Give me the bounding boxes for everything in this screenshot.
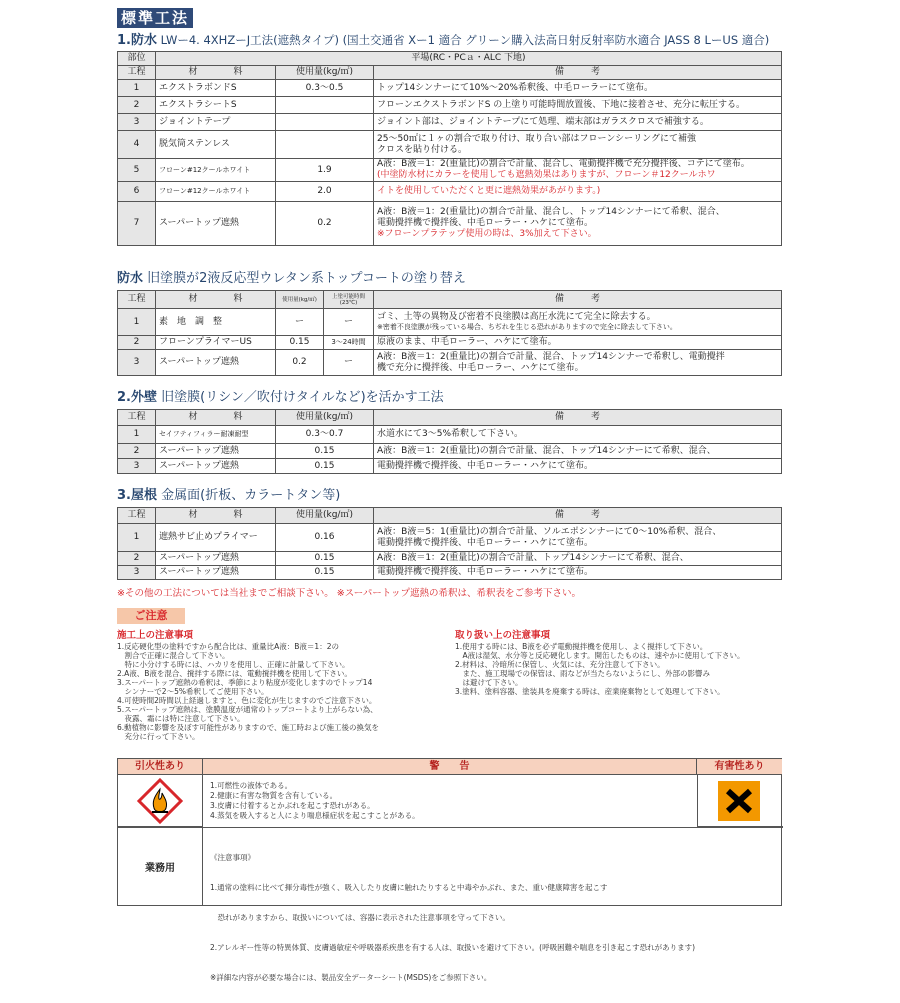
table-roof [117,507,782,580]
table-wall [117,409,782,474]
table-row: 2 エクストラシートS フローンエクストラボンドS の上塗り可能時間放置後、下地に接着させ、充分に転圧する。 [118,97,782,114]
table-row: 5 フローン#12クールホワイト 1.9 A液：B液＝1：2(重量比)の割合で計量、混合し、電動攪拌機で充分攪拌後、コテにて塗布。 (中塗防水材にカラーを使用しても遮熱効果はありますが、フローン＃12クールホワ [118,159,782,182]
construction-notes-title: 施工上の注意事項 [117,630,194,641]
material-header: 材 料 [156,66,276,80]
handling-notes-title: 取り扱い上の注意事項 [455,630,551,641]
warning-text: 1.可燃性の液体である。 2.健康に有害な物質を含有している。 3.皮膚に付着するとかぶれを起こす恐れがある。 4.蒸気を吸入すると人により喘息様症状を起こすことがある。 [210,781,420,820]
table-row: 3 スーパートップ遮熱 0.2 ー A液：B液＝1：2(重量比)の割合で計量、混合、トップ14シンナーで希釈し、電動攪拌 機で充分に攪拌後、中毛ローラー、ハケにて塗布。 [118,350,782,376]
table-row: 2 スーパートップ遮熱 0.15 A液：B液＝1：2(重量比)の割合で計量、混合、トップ14シンナーにて希釈、混合、 [118,444,782,459]
business-use-cell [118,827,203,906]
warning-header: 警 告 [203,759,697,775]
step-header: 工程 [118,410,156,426]
step-header: 工程 [118,508,156,524]
table-row: 2 フローンプライマーUS 0.15 3〜24時間 原液のまま、中毛ローラー、ハケにて塗布。 [118,336,782,350]
note-header: 備 考 [374,508,782,524]
table-row: 1 セイフティフィラー耐凍耐型 0.3〜0.7 水道水にて3〜5%希釈して下さい。 [118,426,782,444]
table-row: 4 脱気筒ステンレス 25〜50㎡に１ヶの割合で取り付け、取り合い部はフローンシーリングにて補強 クロスを貼り付ける。 [118,131,782,159]
page-title: 標準工法 [117,8,193,28]
section-title-roof: 3.屋根 金属面(折板、カラートタン等) [117,488,341,503]
warning-box [117,758,782,982]
part-value: 平場(RC・PCａ・ALC 下地) [156,52,782,66]
table-row: 1 エクストラボンドS 0.3〜0.5 トップ14シンナーにて10%〜20%希釈後、中毛ローラーにて塗布。 [118,80,782,97]
business-use-label: 業務用 [145,863,175,874]
note-header: 備 考 [374,66,782,80]
hazard-header: 有害性あり [697,759,782,775]
caution-tab: ご注意 [117,608,185,624]
note-header: 備 考 [374,291,782,309]
material-header: 材 料 [156,508,276,524]
usage-header: 使用量(kg/㎡) [276,291,324,309]
step-header: 工程 [118,66,156,80]
flammable-pictogram [118,775,203,827]
table-row: 7 スーパートップ遮熱 0.2 A液：B液＝1：2(重量比)の割合で計量、混合し、トップ14シンナーにて希釈、混合、 電動攪拌機で攪拌後、中毛ローラー・ハケにて塗布。 ※フローンプラテップ使用の時は、3%加えて下さい。 [118,202,782,246]
table-row: 2 スーパートップ遮熱 0.15 A液：B液＝1：2(重量比)の割合で計量、トップ14シンナーにて希釈、混合、 [118,552,782,566]
section-title-wall: 2.外壁 旧塗膜(リシン／吹付けタイルなど)を活かす工法 [117,390,444,405]
flame-icon [118,775,203,827]
usage-header: 使用量(kg/㎡) [276,410,374,426]
handling-notes-list: 1.使用する時には、B液を必ず電動撹拌機を使用し、よく撹拌して下さい。 A液は湿気、水分等と反応硬化します。開缶したものは、速やかに使用して下さい。 2.材料は、冷暗所に保管し、火気には、充分注意して下さい。 また、施工現場での保管は、雨などが当たらないようにし、外部の影響み は避けて下さい。 3.塗料、塗料容器、塗装具を廃棄する時は、産業廃棄物として処理して下さい。 [455,642,745,696]
hazard-pictogram [697,775,783,827]
section-title-recoat: 防水 旧塗膜が2液反応型ウレタン系トップコートの塗り替え [117,271,466,286]
usage-header: 使用量(kg/㎡) [276,508,374,524]
footnote: ※その他の工法については当社までご相談下さい。 ※スーパートップ遮熱の希釈は、希釈表をご参考下さい。 [117,588,582,599]
material-header: 材 料 [156,291,276,309]
material-header: 材 料 [156,410,276,426]
time-header: 上塗可能時間 (23℃) [324,291,374,309]
harmful-x-icon [698,775,783,827]
note-header: 備 考 [374,410,782,426]
table-row: 3 スーパートップ遮熱 0.15 電動攪拌機で攪拌後、中毛ローラー・ハケにて塗布。 [118,459,782,474]
table-row: 6 フローン#12クールホワイト 2.0 イトを使用していただくと更に遮熱効果があがります。) [118,182,782,202]
table-row: 3 ジョイントテープ ジョイント部は、ジョイントテープにて処理、端末部はガラスクロスで補強する。 [118,114,782,131]
table-row: 3 スーパートップ遮熱 0.15 電動攪拌機で攪拌後、中毛ローラー・ハケにて塗布。 [118,566,782,580]
table-row: 1 遮熱サビ止めプライマー 0.16 A液：B液＝5：1(重量比)の割合で計量、ソルエポシンナーにて0〜10%希釈、混合、 電動攪拌機で攪拌後、中毛ローラー・ハケにて塗布。 [118,524,782,552]
usage-header: 使用量(kg/㎡) [276,66,374,80]
flammable-header: 引火性あり [118,759,203,775]
step-header: 工程 [118,291,156,309]
business-notes: 《注意事項》 1.通常の塗料に比べて揮分毒性が強く、吸入したり皮膚に触れたりすると中毒やかぶれ、また、重い健康障害を起こす 恐れがありますから、取扱いについては、容器に表示された注意事項を守って下さい。 2.アレルギー性等の特異体質、皮膚過敏症や呼吸器系疾患を有する人は、取扱いを避けて下さい。(呼吸困難や喘息を引き起こす恐れがあります) ※詳細な内容が必要な場合には、製品安全データーシート(MSDS)をご参照下さい。 [210,853,696,982]
part-header: 部位 [118,52,156,66]
table-waterproof-lw [117,51,782,246]
table-row: 1 素 地 調 整 ー ー ゴミ、土等の異物及び密着不良塗膜は高圧水洗にて完全に除去する。 ※密着不良塗膜が残っている場合、ちぢれを生じる恐れがありますので完全に除去して下さい。 [118,309,782,336]
construction-notes-list: 1.反応硬化型の塗料ですから配合比は、重量比A液：B液＝1：2の 割合で正確に混合して下さい。 特に小分けする時には、ハカリを使用し、正確に計量して下さい。 2.A液、B液を混合、撹拌する際には、電動撹拌機を使用して下さい。 3.スーパートップ遮熱の希釈は、季節により粘度が変化しますのでトップ14 シンナーで2〜5%希釈してご使用下さい。 4.可使時間2時間以上経過しますと、色に変化が生じますのでご注意下さい。 5.スーパートップ遮熱は、塗膜温度が通常のトップコートより上がらない為、 夜露、霜には特に注意して下さい。 6.動植物に影響を及ぼす可能性がありますので、施工時および施工後の換気を 充分に行って下さい。 [117,642,380,741]
table-recoat [117,290,782,376]
section-title-waterproof: 1.防水 LWー4. 4XHZーJ工法(遮熱タイプ) (国土交通省 Xー1 適合 グリーン購入法高日射反射率防水適合 JASS 8 LーUS 適合) [117,33,770,48]
